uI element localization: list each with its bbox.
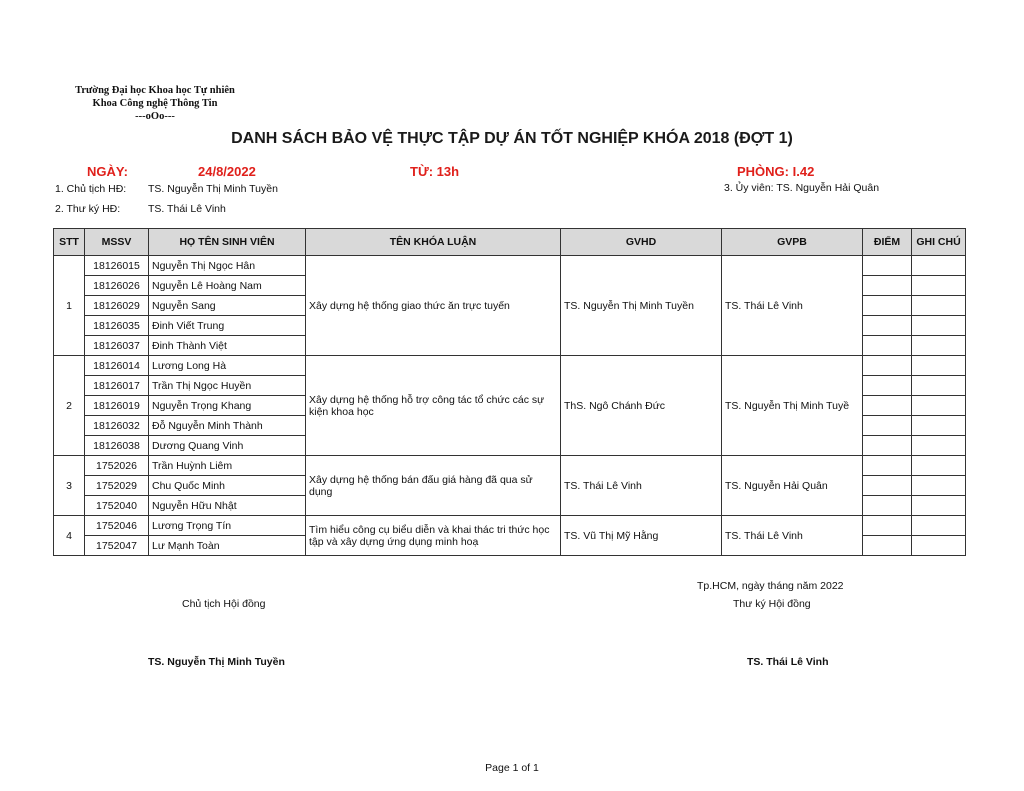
chair-signer: TS. Nguyễn Thị Minh Tuyền: [148, 656, 285, 668]
table-row: [54, 516, 966, 536]
student-id: 18126017: [85, 376, 149, 396]
note-cell: [912, 456, 966, 476]
note-cell: [912, 356, 966, 376]
student-name: Nguyễn Sang: [149, 296, 306, 316]
score-cell: [863, 416, 912, 436]
chair-role: Chủ tịch Hội đồng: [182, 598, 266, 610]
advisor: ThS. Ngô Chánh Đức: [561, 356, 722, 456]
table-header-row: [54, 229, 966, 256]
score-cell: [863, 516, 912, 536]
student-name: Chu Quốc Minh: [149, 476, 306, 496]
note-cell: [912, 436, 966, 456]
score-cell: [863, 476, 912, 496]
score-cell: [863, 376, 912, 396]
header-gvhd: GVHD: [561, 229, 722, 256]
advisor: TS. Nguyễn Thị Minh Tuyền: [561, 256, 722, 356]
thesis-title: Xây dựng hệ thống hỗ trợ công tác tổ chức các sự kiện khoa học: [306, 356, 561, 456]
secretary-signer: TS. Thái Lê Vinh: [747, 656, 829, 668]
student-id: 1752047: [85, 536, 149, 556]
student-name: Nguyễn Thị Ngọc Hân: [149, 256, 306, 276]
place-date: Tp.HCM, ngày tháng năm 2022: [697, 580, 844, 592]
student-id: 18126015: [85, 256, 149, 276]
header-thesis: TÊN KHÓA LUẬN: [306, 229, 561, 256]
student-id: 18126035: [85, 316, 149, 336]
score-cell: [863, 436, 912, 456]
score-cell: [863, 496, 912, 516]
group-stt: 4: [54, 516, 85, 556]
thesis-title: Xây dựng hệ thống giao thức ăn trực tuyến: [306, 256, 561, 356]
university-name: Trường Đại học Khoa học Tự nhiên: [75, 85, 235, 96]
student-id: 1752026: [85, 456, 149, 476]
member-line: 3. Ủy viên: TS. Nguyễn Hải Quân: [724, 182, 880, 194]
student-name: Đinh Thành Việt: [149, 336, 306, 356]
page-title: DANH SÁCH BẢO VỆ THỰC TẬP DỰ ÁN TỐT NGHIỆP KHÓA 2018 (ĐỢT 1): [231, 130, 793, 147]
score-cell: [863, 396, 912, 416]
header-score: ĐIỂM: [863, 229, 912, 256]
reviewer: TS. Thái Lê Vinh: [722, 516, 863, 556]
note-cell: [912, 476, 966, 496]
note-cell: [912, 336, 966, 356]
student-id: 18126038: [85, 436, 149, 456]
defense-schedule-table: [53, 228, 966, 556]
table-row: [54, 356, 966, 376]
student-name: Nguyễn Hữu Nhật: [149, 496, 306, 516]
note-cell: [912, 376, 966, 396]
student-name: Trần Huỳnh Liêm: [149, 456, 306, 476]
student-name: Nguyễn Trọng Khang: [149, 396, 306, 416]
advisor: TS. Thái Lê Vinh: [561, 456, 722, 516]
university-header: [60, 84, 250, 123]
student-name: Đinh Viết Trung: [149, 316, 306, 336]
score-cell: [863, 336, 912, 356]
header-gvpb: GVPB: [722, 229, 863, 256]
reviewer: TS. Nguyễn Thị Minh Tuyề: [722, 356, 863, 456]
faculty-name: Khoa Công nghệ Thông Tin: [92, 98, 218, 109]
note-cell: [912, 536, 966, 556]
table-row: [54, 456, 966, 476]
note-cell: [912, 516, 966, 536]
secretary-label: 2. Thư ký HĐ:: [55, 203, 121, 215]
score-cell: [863, 276, 912, 296]
student-id: 18126019: [85, 396, 149, 416]
header-student-name: HỌ TÊN SINH VIÊN: [149, 229, 306, 256]
score-cell: [863, 296, 912, 316]
thesis-title: Xây dựng hệ thống bán đấu giá hàng đã qua sử dụng: [306, 456, 561, 516]
header-mssv: MSSV: [85, 229, 149, 256]
secretary-role: Thư ký Hội đồng: [733, 598, 811, 610]
score-cell: [863, 316, 912, 336]
note-cell: [912, 496, 966, 516]
student-id: 18126029: [85, 296, 149, 316]
reviewer: TS. Thái Lê Vinh: [722, 256, 863, 356]
chair-label: 1. Chủ tịch HĐ:: [55, 183, 127, 195]
student-name: Lương Trọng Tín: [149, 516, 306, 536]
note-cell: [912, 256, 966, 276]
date-value: 24/8/2022: [198, 164, 256, 179]
header-ornament: ---oOo---: [135, 111, 175, 122]
page-number: Page 1 of 1: [485, 762, 539, 774]
student-id: 1752029: [85, 476, 149, 496]
header-stt: STT: [54, 229, 85, 256]
note-cell: [912, 296, 966, 316]
note-cell: [912, 416, 966, 436]
date-label: NGÀY:: [87, 164, 128, 179]
note-cell: [912, 396, 966, 416]
group-stt: 3: [54, 456, 85, 516]
student-id: 18126026: [85, 276, 149, 296]
student-id: 18126032: [85, 416, 149, 436]
group-stt: 1: [54, 256, 85, 356]
secretary-name: TS. Thái Lê Vinh: [148, 203, 226, 215]
student-name: Lư Mạnh Toàn: [149, 536, 306, 556]
chair-name: TS. Nguyễn Thị Minh Tuyền: [148, 183, 278, 195]
time-label: TỪ: 13h: [410, 164, 460, 179]
student-id: 18126014: [85, 356, 149, 376]
student-name: Đỗ Nguyễn Minh Thành: [149, 416, 306, 436]
score-cell: [863, 536, 912, 556]
student-name: Lương Long Hà: [149, 356, 306, 376]
student-id: 1752046: [85, 516, 149, 536]
student-name: Trần Thị Ngọc Huyền: [149, 376, 306, 396]
table-row: [54, 256, 966, 276]
room-label: PHÒNG: I.42: [737, 164, 815, 179]
advisor: TS. Vũ Thị Mỹ Hằng: [561, 516, 722, 556]
student-name: Dương Quang Vinh: [149, 436, 306, 456]
score-cell: [863, 356, 912, 376]
header-note: GHI CHÚ: [912, 229, 966, 256]
reviewer: TS. Nguyễn Hải Quân: [722, 456, 863, 516]
student-name: Nguyễn Lê Hoàng Nam: [149, 276, 306, 296]
note-cell: [912, 276, 966, 296]
group-stt: 2: [54, 356, 85, 456]
note-cell: [912, 316, 966, 336]
student-id: 18126037: [85, 336, 149, 356]
score-cell: [863, 256, 912, 276]
student-id: 1752040: [85, 496, 149, 516]
score-cell: [863, 456, 912, 476]
thesis-title: Tìm hiểu công cụ biểu diễn và khai thác tri thức học tập và xây dựng ứng dụng minh hoạ: [306, 516, 561, 556]
